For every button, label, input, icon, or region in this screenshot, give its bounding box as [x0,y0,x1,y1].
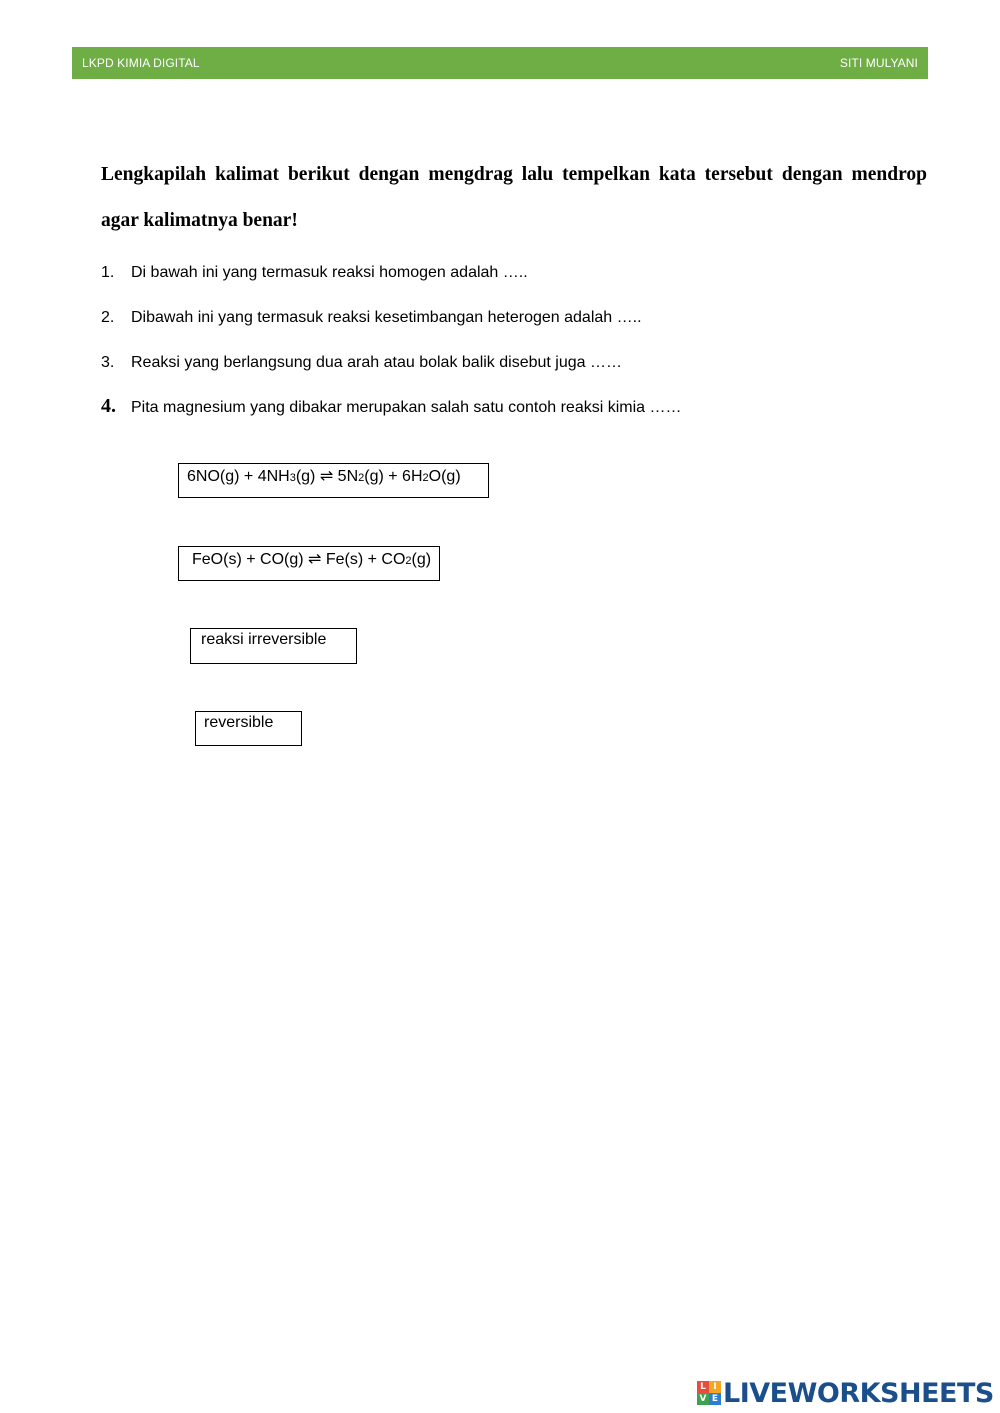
formula-part: (g) + 6H [364,468,423,485]
formula-subscript: 2 [405,555,412,567]
formula-part: FeO(s) + CO(g) ⇌ Fe(s) + CO [192,551,406,568]
question-text: Di bawah ini yang termasuk reaksi homogen adalah ….. [131,264,528,281]
question-item [101,395,682,444]
draggable-answer-reversible[interactable]: reversible [195,711,302,746]
liveworksheets-logo [697,1378,994,1408]
question-item [101,264,682,309]
question-item [101,309,682,354]
question-number: 2. [101,309,115,326]
formula-subscript: 2 [422,472,429,484]
brand-name: LIVEWORKSHEETS [723,1377,994,1409]
header-left-title: LKPD KIMIA DIGITAL [82,56,200,70]
question-list [101,264,682,444]
draggable-answer-heterogeneous-reaction[interactable] [178,546,440,581]
draggable-answer-irreversible[interactable]: reaksi irreversible [190,628,357,664]
instruction-text: Lengkapilah kalimat berikut dengan mengdrag lalu tempelkan kata tersebut dengan mendrop agar kalimatnya benar! [101,164,927,231]
question-number: 4. [101,395,116,417]
question-text: Pita magnesium yang dibakar merupakan salah satu contoh reaksi kimia …… [131,399,682,416]
question-item [101,354,682,399]
formula-subscript: 2 [358,472,365,484]
header-right-author: SITI MULYANI [839,56,918,70]
formula-part: (g) [411,551,432,568]
formula-part: (g) ⇌ 5N [295,468,359,485]
formula-subscript: 3 [289,472,296,484]
question-text: Reaksi yang berlangsung dua arah atau bolak balik disebut juga …… [131,354,622,371]
question-number: 1. [101,264,115,281]
page-header [72,47,928,79]
formula-part: O(g) [428,468,461,485]
formula-part: 6NO(g) + 4NH [187,468,290,485]
question-number: 3. [101,354,115,371]
question-text: Dibawah ini yang termasuk reaksi kesetimbangan heterogen adalah ….. [131,309,642,326]
liveworksheets-logo-icon: L I V E [697,1381,721,1405]
draggable-answer-homogeneous-reaction[interactable] [178,463,489,498]
